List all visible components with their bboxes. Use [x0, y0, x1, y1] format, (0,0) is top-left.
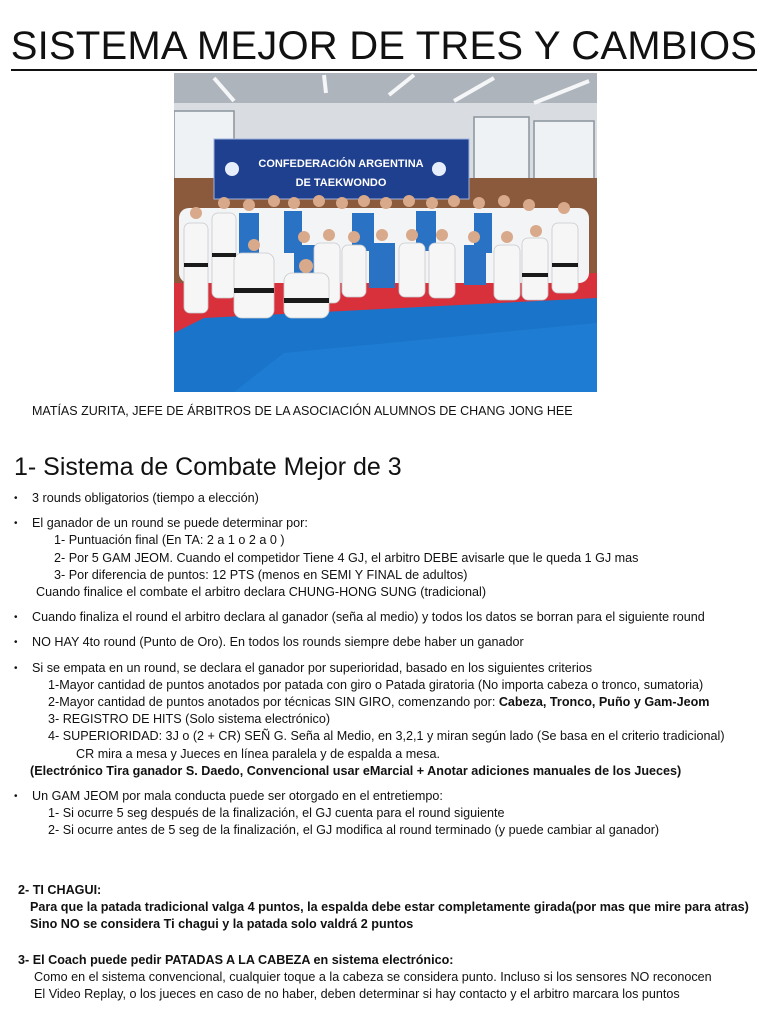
list-item-text: Cuando finaliza el round el arbitro declara al ganador (seña al medio) y todos los datos se borran para el siguiente round	[32, 610, 705, 625]
section-3-line: Como en el sistema convencional, cualquier toque a la cabeza se considera punto. Incluso si los sensores NO reconocen	[34, 970, 712, 984]
sub-item: 2- Si ocurre antes de 5 seg de la finalización, el GJ modifica al round terminado (y puede cambiar al ganador)	[48, 823, 660, 838]
sub-item-bold: Cabeza, Tronco, Puño y Gam-Jeom	[498, 695, 710, 710]
sub-item-text: 2-Mayor cantidad de puntos anotados por técnicas SIN GIRO, comenzando por:	[48, 695, 499, 710]
sub-item: 3- REGISTRO DE HITS (Solo sistema electrónico)	[48, 712, 331, 727]
bullet-icon: •	[14, 791, 18, 803]
section-3-line: El Video Replay, o los jueces en caso de no haber, deben determinar si hay contacto y el arbitro marcara los puntos	[34, 987, 680, 1001]
section-2-line: Para que la patada tradicional valga 4 puntos, la espalda debe estar completamente girada(por mas que mire para atras)	[30, 900, 749, 914]
bullet-icon: •	[14, 637, 18, 649]
sub-item	[32, 694, 759, 711]
bullet-icon: •	[14, 612, 18, 624]
section-3-heading: 3- El Coach puede pedir PATADAS A LA CABEZA en sistema electrónico:	[18, 953, 454, 967]
rules-list	[14, 490, 759, 840]
sub-item: CR mira a mesa y Jueces en línea paralela y de espalda a mesa.	[76, 746, 441, 761]
sub-item: 1-Mayor cantidad de puntos anotados por patada con giro o Patada giratoria (No importa cabeza o tronco, sumatoria)	[48, 677, 704, 692]
banner-text-1: CONFEDERACIÓN ARGENTINA	[258, 158, 424, 170]
bullet-icon: •	[14, 662, 18, 674]
list-item	[14, 634, 759, 651]
bold-note: (Electrónico Tira ganador S. Daedo, Convencional usar eMarcial + Anotar adiciones manuales de los Jueces)	[30, 763, 682, 778]
sub-item: Cuando finalice el combate el arbitro declara CHUNG-HONG SUNG (tradicional)	[36, 585, 487, 600]
list-item-text: NO HAY 4to round (Punto de Oro). En todos los rounds siempre debe haber un ganador	[32, 635, 524, 650]
list-item	[14, 515, 759, 601]
section-2-heading: 2- TI CHAGUI:	[18, 883, 102, 897]
list-item-text: El ganador de un round se puede determinar por:	[32, 516, 308, 531]
section-1-heading: 1- Sistema de Combate Mejor de 3	[14, 453, 402, 481]
section-3	[18, 952, 758, 1003]
bullet-icon: •	[14, 518, 18, 530]
group-photo	[174, 73, 597, 392]
sub-item: 3- Por diferencia de puntos: 12 PTS (menos en SEMI Y FINAL de adultos)	[54, 567, 468, 582]
banner-text-2: DE TAEKWONDO	[295, 177, 387, 189]
bullet-icon: •	[14, 493, 18, 504]
list-item-text: 3 rounds obligatorios (tiempo a elección)	[32, 491, 259, 505]
page-title: SISTEMA MEJOR DE TRES Y CAMBIOS	[0, 22, 768, 70]
list-item	[14, 609, 759, 626]
photo-caption: MATÍAS ZURITA, JEFE DE ÁRBITROS DE LA ASOCIACIÓN ALUMNOS DE CHANG JONG HEE	[32, 404, 573, 418]
sub-item: 2- Por 5 GAM JEOM. Cuando el competidor Tiene 4 GJ, el arbitro DEBE avisarle que le queda 1 GJ mas	[54, 550, 639, 565]
list-item	[14, 660, 759, 780]
list-item-text: Un GAM JEOM por mala conducta puede ser otorgado en el entretiempo:	[32, 789, 443, 804]
section-2	[18, 882, 758, 933]
sub-item: 4- SUPERIORIDAD: 3J o (2 + CR) SEÑ G. Seña al Medio, en 3,2,1 y miran según lado (Se basa en el criterio tradicional)	[48, 729, 725, 744]
sub-item: 1- Si ocurre 5 seg después de la finalización, el GJ cuenta para el round siguiente	[48, 806, 505, 821]
section-2-line: Sino NO se considera Ti chagui y la patada solo valdrá 2 puntos	[30, 917, 414, 931]
list-item	[14, 788, 759, 840]
list-item-text: Si se empata en un round, se declara el ganador por superioridad, basado en los siguientes criterios	[32, 660, 593, 675]
list-item	[14, 490, 759, 507]
sub-item: 1- Puntuación final (En TA: 2 a 1 o 2 a 0 )	[54, 533, 285, 548]
